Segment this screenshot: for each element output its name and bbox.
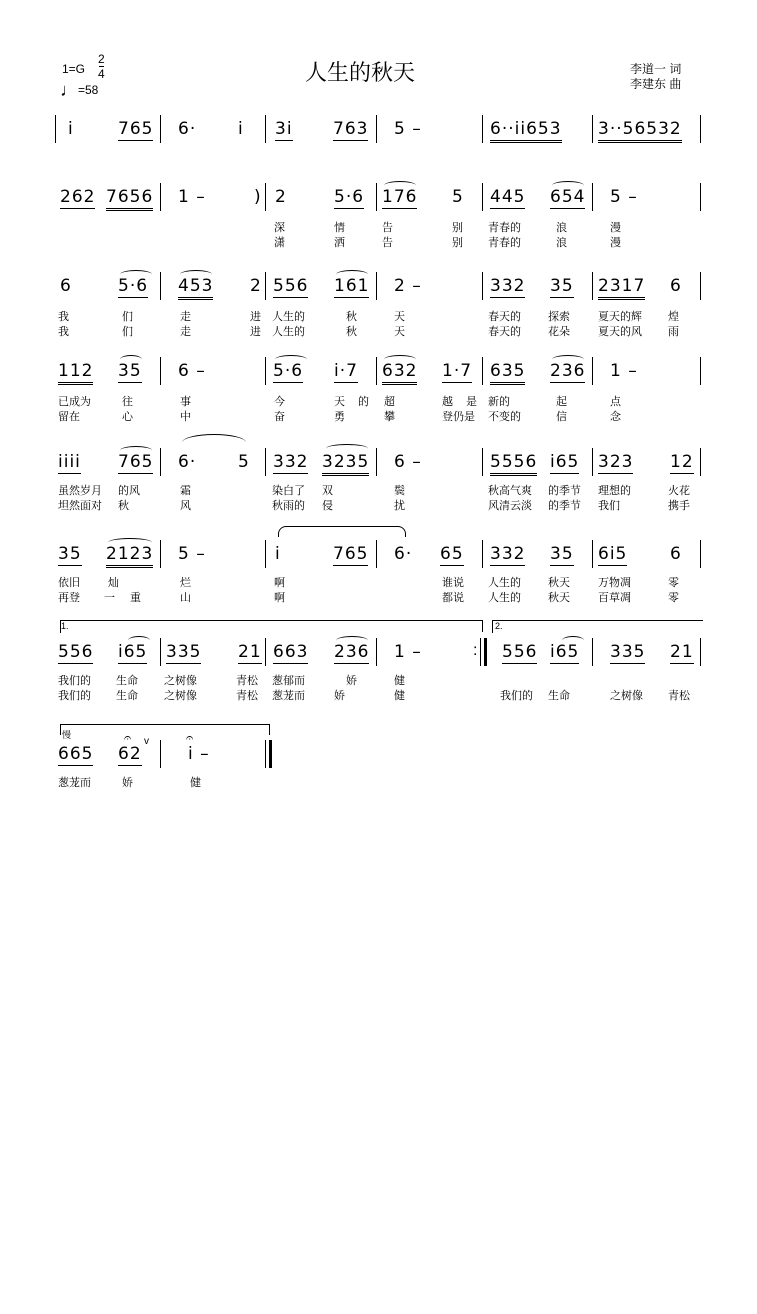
note-group: 35 [550,544,574,564]
lyric: 漫 [610,237,621,249]
lyric: 坦然面对 [58,500,102,512]
note-group: i65 [550,642,580,662]
time-signature [98,52,105,81]
lyric: 洒 [334,237,345,249]
lyric: 浪 [556,237,567,249]
note-group: 5·6 [273,361,304,381]
lyric: 告 [382,237,393,249]
lyric: 青松 [236,690,258,702]
lyric: 我们的 [58,690,91,702]
lyric: 依旧 [58,577,80,589]
note-group: 323 [598,452,634,472]
note-group: 112 [58,361,93,385]
lyric: 秋雨的 [272,500,305,512]
lyric: 的季节 [548,485,581,497]
lyric: 天 [334,396,345,408]
lyric: 不变的 [488,411,521,423]
lyric: 漫 [610,222,621,234]
note-group: 236 [550,361,586,381]
lyric: 秋天 [548,577,570,589]
note-group: 21 [238,642,262,662]
lyric: 深 [274,222,285,234]
lyric: 告 [382,222,393,234]
note-group: 654 [550,187,586,207]
lyric: 秋 [346,326,357,338]
note-group: 3i [275,119,293,139]
note-group: 5 [452,187,464,207]
lyric: 我 [58,326,69,338]
lyric: 染白了 [272,485,305,497]
lyric: 一 [104,592,115,604]
breath-mark-icon: v [144,736,149,747]
note-group: 262 [60,187,96,207]
lyric: 生命 [548,690,570,702]
composer: 李建东 曲 [630,77,682,91]
meter-top: 2 [98,52,105,66]
lyric: 天 [394,311,405,323]
lyric: 万物凋 [598,577,631,589]
tempo-mark-slow: 慢 [62,730,72,740]
credits [630,62,681,92]
lyric: 新的 [488,396,510,408]
lyric: 今 [274,396,285,408]
lyric: 已成为 [58,396,91,408]
lyric: 风清云淡 [488,500,532,512]
note-group: 632 [382,361,417,385]
lyric: 情 [334,222,345,234]
lyric: 秋 [346,311,357,323]
lyric: 秋高气爽 [488,485,532,497]
note-group: 335 [610,642,646,662]
lyric: 浪 [556,222,567,234]
lyric: 是 [466,396,477,408]
note-group: 3235 [322,452,369,476]
note-group: 5·6 [118,276,149,296]
note-group: 3··56532 [598,119,682,143]
note-group: i – [188,744,210,764]
note-group: 5 – [394,119,422,139]
lyric: 侵 [322,500,333,512]
note-group: 763 [333,119,369,139]
lyric: 重 [130,592,141,604]
lyric: 娇 [122,777,133,789]
lyric: 人生的 [488,592,521,604]
note-group: 332 [273,452,309,472]
lyric: 起 [556,396,567,408]
note-group: 2317 [598,276,645,300]
lyric: 天 [394,326,405,338]
note-group: 6 [60,276,72,296]
lyric: 潇 [274,237,285,249]
song-title: 人生的秋天 [304,61,415,86]
lyric: 健 [190,777,201,789]
note-group: 1 – [394,642,422,662]
note-group: 665 [58,744,94,764]
note-group: 6 – [178,361,206,381]
note-group: 6 – [394,452,422,472]
note-group: 6 [670,276,682,296]
lyric: 进 [250,326,261,338]
note-group: 2 [275,187,287,207]
lyric: 别 [452,222,463,234]
note-group: 332 [490,544,526,564]
note-group: 1 – [610,361,638,381]
lyric: 我 [58,311,69,323]
volta-1: 1. [60,620,483,633]
note-group: 236 [334,642,370,662]
volta-2: 2. [492,620,703,633]
note-group: 7656 [106,187,153,211]
lyric: 青春的 [488,222,521,234]
note-group: 335 [166,642,202,662]
note-group: 12 [670,452,694,472]
lyric: 留在 [58,411,80,423]
lyric: 们 [122,326,133,338]
lyric: 火花 [668,485,690,497]
lyric: 奋 [274,411,285,423]
note-group: 445 [490,187,526,207]
note-group: 2 – [394,276,422,296]
lyric: 青春的 [488,237,521,249]
lyric: 探索 [548,311,570,323]
note-group: i65 [550,452,580,472]
lyric: 葱茏而 [58,777,91,789]
lyric: 点 [610,396,621,408]
lyric: 往 [122,396,133,408]
lyric: 鬓 [394,485,405,497]
note-group: i [68,119,74,139]
lyric: 青松 [668,690,690,702]
lyric: 葱茏而 [272,690,305,702]
note-group: 635 [490,361,525,385]
lyric: 之树像 [164,675,197,687]
note-group: 62 [118,744,142,764]
fermata-icon: 𝄐 [186,730,194,745]
note-group: 556 [58,642,94,662]
quarter-note-icon: ♩ [60,80,78,100]
lyric: 我们的 [58,675,91,687]
note-group: 6· [178,452,197,472]
note-group: i [275,544,281,564]
lyric: 花朵 [548,326,570,338]
note-group: 161 [334,276,370,296]
note-group: 1·7 [442,361,473,381]
note-group: i65 [118,642,148,662]
lyric: 秋天 [548,592,570,604]
note-group: 5·6 [334,187,365,207]
note-group: 6··ii653 [490,119,562,143]
lyric: 生命 [116,675,138,687]
note-group: 6· [178,119,197,139]
note-group: i·7 [334,361,358,381]
lyric: 双 [322,485,333,497]
lyric: 煌 [668,311,679,323]
lyric: 秋 [118,500,129,512]
note-group: 765 [118,452,154,472]
tempo-value: =58 [78,83,99,97]
lyric: 健 [394,675,405,687]
tempo-marking [60,80,98,101]
note-group: 176 [382,187,418,207]
note-group: 332 [490,276,526,296]
lyric: 青松 [236,675,258,687]
repeat-dots: : [473,642,478,659]
lyric: 登仍是 [442,411,475,423]
lyric: 风 [180,500,191,512]
note-group: 453 [178,276,213,300]
note-group: 5556 [490,452,537,476]
lyric: 事 [180,396,191,408]
note-group: 6i5 [598,544,628,564]
note-group: 5 – [178,544,206,564]
key-signature: 1=G [62,62,86,76]
lyric: 理想的 [598,485,631,497]
meter-bottom: 4 [98,67,105,81]
lyric: 的 [358,396,369,408]
lyric: 春天的 [488,326,521,338]
lyric: 零 [668,577,679,589]
note-group: 35 [118,361,142,381]
lyric: 娇 [334,690,345,702]
lyricist: 李道一 词 [630,62,682,76]
note-group: 35 [58,544,82,564]
note-group: 35 [550,276,574,296]
lyric: 之树像 [164,690,197,702]
note-group: 2123 [106,544,153,568]
lyric: 我们的 [500,690,533,702]
lyric: 我们 [598,500,620,512]
lyric: 走 [180,326,191,338]
lyric: 百草凋 [598,592,631,604]
lyric: 的风 [118,485,140,497]
note-group: 5 – [610,187,638,207]
lyric: 别 [452,237,463,249]
note-group: 765 [118,119,154,139]
note-group: 556 [502,642,538,662]
lyric: 攀 [384,411,395,423]
lyric: 生命 [116,690,138,702]
lyric: 心 [122,411,133,423]
lyric: 们 [122,311,133,323]
repeat-close: ) [254,187,262,207]
lyric: 零 [668,592,679,604]
note-group: 663 [273,642,309,662]
note-group: 6· [394,544,413,564]
note-group: 21 [670,642,694,662]
note-group: 5 [238,452,250,472]
lyric: 中 [180,411,191,423]
lyric: 都说 [442,592,464,604]
lyric: 勇 [334,411,345,423]
lyric: 携手 [668,500,690,512]
lyric: 葱郁而 [272,675,305,687]
lyric: 人生的 [488,577,521,589]
note-group: iiii [58,452,81,472]
lyric: 念 [610,411,621,423]
lyric: 啊 [274,577,285,589]
lyric: 灿 [108,577,119,589]
lyric: 春天的 [488,311,521,323]
lyric: 雨 [668,326,679,338]
note-group: 1 – [178,187,206,207]
note-group: 556 [273,276,309,296]
lyric: 健 [394,690,405,702]
fermata-icon: 𝄐 [124,730,132,745]
lyric: 山 [180,592,191,604]
lyric: 烂 [180,577,191,589]
lyric: 走 [180,311,191,323]
note-group: 65 [440,544,464,564]
lyric: 超 [384,396,395,408]
lyric: 娇 [346,675,357,687]
lyric: 霜 [180,485,191,497]
lyric: 的季节 [548,500,581,512]
lyric: 进 [250,311,261,323]
lyric: 越 [442,396,453,408]
note-group: i [238,119,244,139]
lyric: 再登 [58,592,80,604]
note-group: 6 [670,544,682,564]
lyric: 扰 [394,500,405,512]
note-group: 765 [333,544,369,564]
lyric: 之树像 [610,690,643,702]
lyric: 信 [556,411,567,423]
note-group: 2 [250,276,262,296]
lyric: 人生的 [272,311,305,323]
lyric: 谁说 [442,577,464,589]
lyric: 虽然岁月 [58,485,102,497]
lyric: 夏天的风 [598,326,642,338]
lyric: 啊 [274,592,285,604]
lyric: 夏天的辉 [598,311,642,323]
lyric: 人生的 [272,326,305,338]
